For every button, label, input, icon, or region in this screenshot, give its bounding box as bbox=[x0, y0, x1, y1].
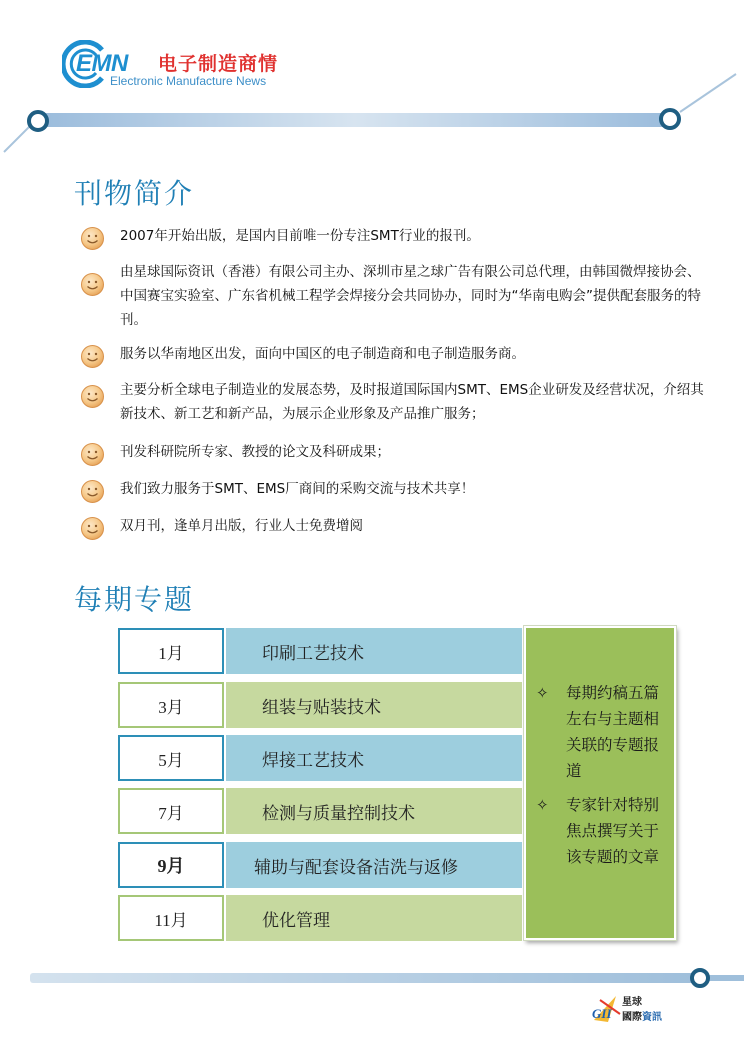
intro-section-title: 刊物简介 bbox=[74, 177, 195, 210]
month-cell: 1月 bbox=[118, 628, 224, 674]
topic-cell: 优化管理 bbox=[226, 895, 522, 941]
logo-english-name: Electronic Manufacture News bbox=[110, 74, 267, 88]
smiley-icon bbox=[80, 479, 105, 504]
month-cell: 11月 bbox=[118, 895, 224, 941]
smiley-icon bbox=[80, 442, 105, 467]
diamond-bullet-icon: ✧ bbox=[536, 684, 549, 702]
smiley-icon bbox=[80, 516, 105, 541]
smiley-icon bbox=[80, 384, 105, 409]
topic-cell: 焊接工艺技术 bbox=[226, 735, 522, 781]
intro-item: 服务以华南地区出发，面向中国区的电子制造商和电子制造服务商。 bbox=[80, 342, 710, 366]
note-item: ✧ 每期约稿五篇左右与主题相关联的专题报道 bbox=[536, 680, 664, 784]
intro-item: 主要分析全球电子制造业的发展态势，及时报道国际国内SMT、EMS企业研发及经营状况，介绍其新技术、新工艺和新产品，为展示企业形象及产品推广服务； bbox=[80, 378, 710, 426]
smiley-icon bbox=[80, 226, 105, 251]
topic-cell: 辅助与配套设备洁洗与返修 bbox=[226, 842, 522, 888]
smiley-icon bbox=[80, 344, 105, 369]
topics-notes-panel bbox=[524, 626, 676, 940]
footer-brand-line1: 星球 bbox=[622, 997, 642, 1008]
intro-item: 刊发科研院所专家、教授的论文及科研成果； bbox=[80, 440, 710, 464]
diamond-bullet-icon: ✧ bbox=[536, 796, 549, 814]
logo-chinese-name: 电子制造商情 bbox=[158, 53, 279, 75]
topic-cell: 检测与质量控制技术 bbox=[226, 788, 522, 834]
intro-item: 2007年开始出版，是国内目前唯一份专注SMT行业的报刊。 bbox=[80, 224, 710, 248]
month-cell: 3月 bbox=[118, 682, 224, 728]
topics-section-title: 每期专题 bbox=[74, 583, 195, 616]
month-cell: 7月 bbox=[118, 788, 224, 834]
intro-item: 我们致力服务于SMT、EMS厂商间的采购交流与技术共享！ bbox=[80, 477, 710, 501]
svg-text:GII: GII bbox=[592, 1006, 612, 1021]
month-cell: 5月 bbox=[118, 735, 224, 781]
topic-cell: 组装与贴装技术 bbox=[226, 682, 522, 728]
intro-item: 由星球国际资讯（香港）有限公司主办、深圳市星之球广告有限公司总代理，由韩国微焊接协会、中国赛宝实验室、广东省机械工程学会焊接分会共同协办，同时为“华南电购会”提供配套服务的特刊。 bbox=[80, 260, 710, 332]
logo-mark: EMN bbox=[76, 50, 128, 77]
note-item: ✧ 专家针对特别焦点撰写关于该专题的文章 bbox=[536, 792, 664, 870]
header bbox=[0, 0, 744, 170]
intro-item: 双月刊，逢单月出版，行业人士免费增阅 bbox=[80, 514, 710, 538]
header-divider-decoration bbox=[0, 60, 744, 170]
smiley-icon bbox=[80, 272, 105, 297]
footer-brand-line2: 國際資訊 bbox=[622, 1012, 662, 1023]
month-cell: 9月 bbox=[118, 842, 224, 888]
topic-cell: 印刷工艺技术 bbox=[226, 628, 522, 674]
